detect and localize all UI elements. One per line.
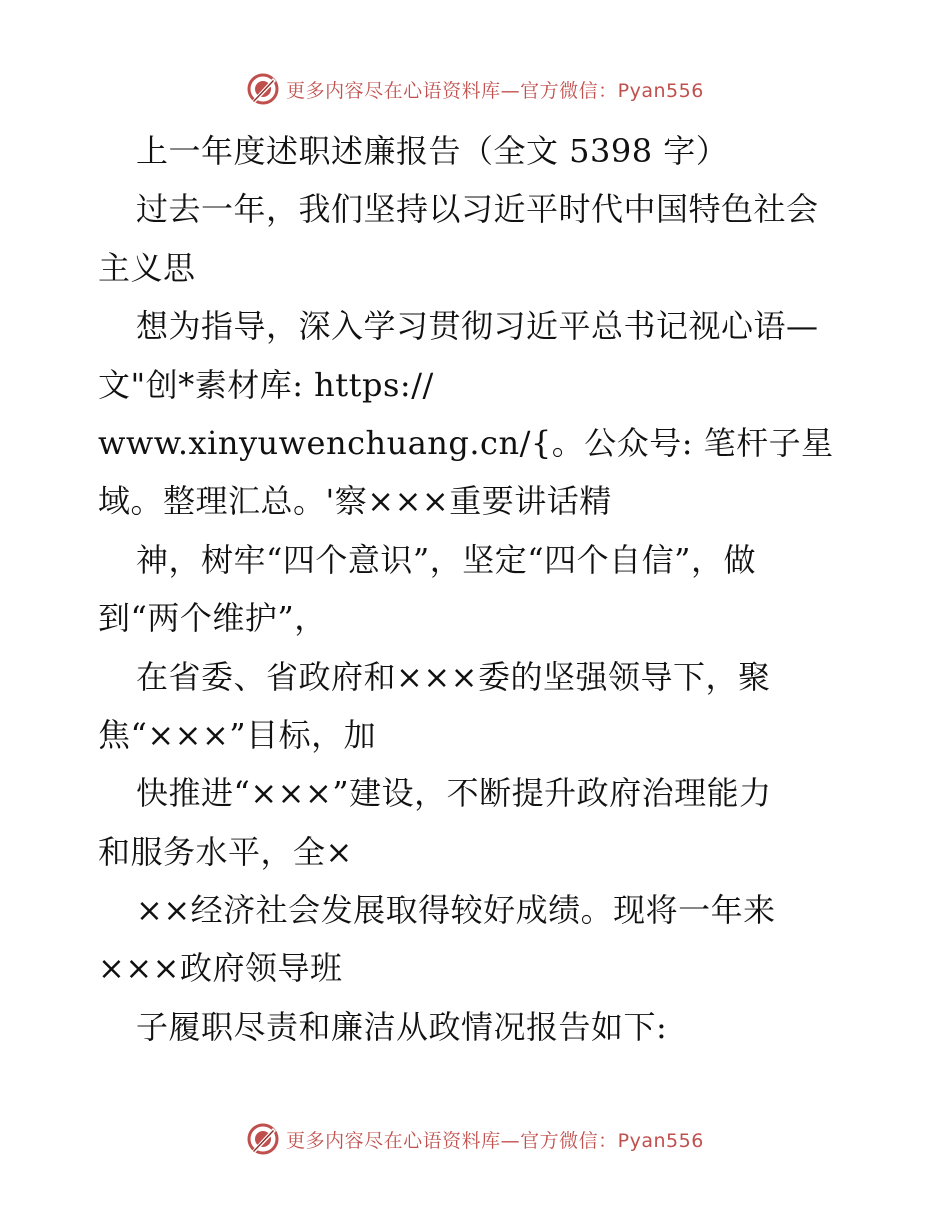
paragraph-line: 过去一年，我们坚持以习近平时代中国特色社会: [136, 190, 819, 229]
paragraph-line: 神，树牢“四个意识”，坚定“四个自信”，做: [136, 540, 756, 579]
paragraph-line: www.xinyuwenchuang.cn/{。公众号: 笔杆子星: [98, 423, 834, 462]
paragraph-line: 文"创*素材库: https://: [98, 365, 434, 404]
pen-logo-icon: [246, 72, 280, 106]
paragraph-line: 想为指导，深入学习贯彻习近平总书记视心语—: [136, 307, 819, 346]
paragraph-line: 子履职尽责和廉洁从政情况报告如下:: [136, 1007, 668, 1046]
footer-banner: [0, 1122, 950, 1156]
header-banner: [0, 72, 950, 106]
paragraph-line: 焦“×××”目标，加: [98, 715, 377, 754]
paragraph-line: 主义思: [98, 248, 196, 287]
paragraph-line: 和服务水平，全×: [98, 832, 353, 871]
document-body: [98, 122, 858, 1056]
pen-logo-icon: [246, 1122, 280, 1156]
paragraph-line: 在省委、省政府和×××委的坚强领导下，聚: [136, 657, 771, 696]
paragraph-line: 快推进“×××”建设，不断提升政府治理能力: [136, 774, 772, 813]
document-title: 上一年度述职述廉报告（全文 5398 字）: [136, 132, 729, 170]
paragraph-line: 到“两个维护”，: [98, 599, 327, 638]
paragraph-line: ××经济社会发展取得较好成绩。现将一年来: [136, 891, 776, 930]
paragraph-line: 域。整理汇总。'察×××重要讲话精: [98, 482, 612, 521]
footer-banner-text: 更多内容尽在心语资料库—官方微信：Pyan556: [286, 1129, 704, 1152]
header-banner-text: 更多内容尽在心语资料库—官方微信：Pyan556: [286, 79, 704, 102]
paragraph-line: ×××政府领导班: [98, 949, 343, 988]
